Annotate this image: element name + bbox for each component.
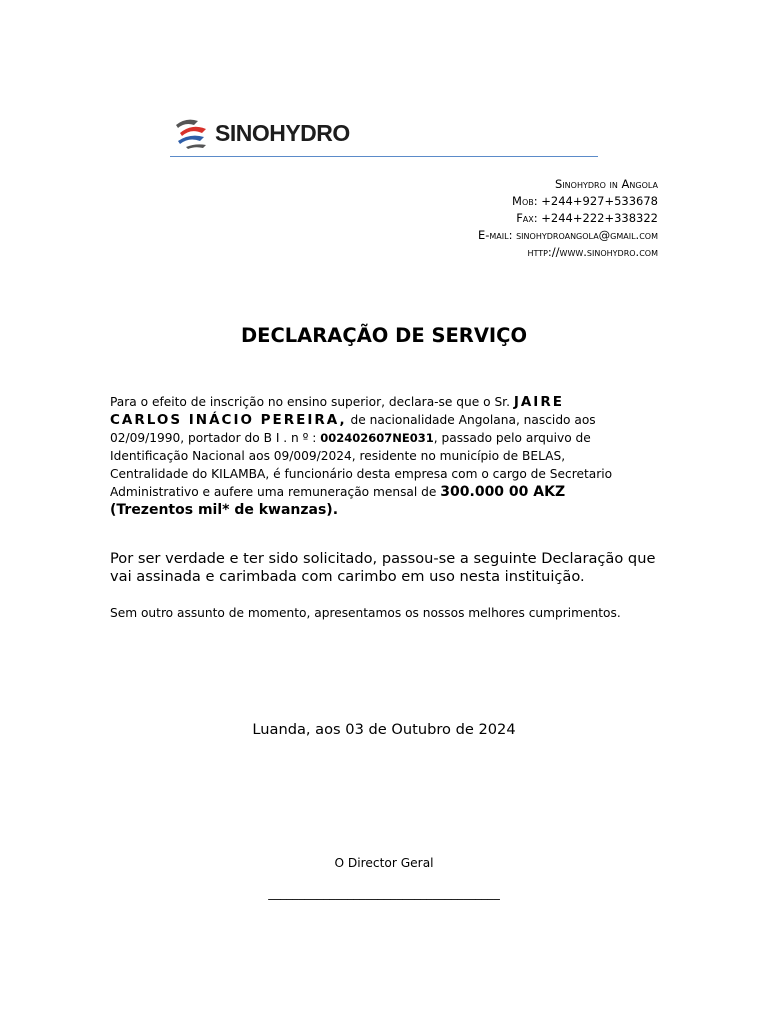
header-divider <box>170 156 598 157</box>
sinohydro-logo-icon <box>172 115 212 151</box>
declaration-paragraph <box>110 393 630 519</box>
signature-line: ______________________________________ <box>268 886 500 900</box>
paragraph-details: de nacionalidade Angolana, nascido aos 02/09/1990, portador do B I . n º : <box>110 413 596 445</box>
email-address: E-mail: sinohydroangola@gmail.com <box>477 228 658 242</box>
paragraph-rest: , passado pelo arquivo de Identificação Nacional aos 09/009/2024, residente no município de BELAS, Centralidade do KILAMBA, é funcionário desta empresa com o cargo de Secretario Administrativo e aufere uma remuneração mensal de <box>110 431 613 499</box>
company-logo <box>172 114 350 152</box>
employee-name: JAIRE CARLOS INÁCIO PEREIRA, <box>110 394 564 428</box>
website-url: http://www.sinohydro.com <box>527 245 658 259</box>
logo-text: SINOHYDRO <box>215 119 350 146</box>
paragraph-intro: Para o efeito de inscrição no ensino superior, declara-se que o Sr. <box>110 395 514 409</box>
bi-number: 002402607NE031 <box>320 431 434 445</box>
date-line: Luanda, aos 03 de Outubro de 2024 <box>252 721 516 738</box>
verification-paragraph: Por ser verdade e ter sido solicitado, passou-se a seguinte Declaração que vai assinada e carimbada com carimbo em uso nesta instituição. <box>110 550 656 585</box>
company-location: Sinohydro in Angola <box>555 177 658 191</box>
closing-paragraph: Sem outro assunto de momento, apresentamos os nossos melhores cumprimentos. <box>110 606 621 620</box>
document-title: DECLARAÇÃO DE SERVIÇO <box>240 324 528 347</box>
fax-number: Fax: +244+222+338322 <box>516 211 658 225</box>
salary-amount: 300.000 00 AKZ (Trezentos mil* de kwanzas). <box>110 484 566 518</box>
signatory-title: O Director Geral <box>334 856 434 870</box>
contact-block <box>478 176 658 261</box>
mobile-number: Mob: +244+927+533678 <box>512 194 658 208</box>
